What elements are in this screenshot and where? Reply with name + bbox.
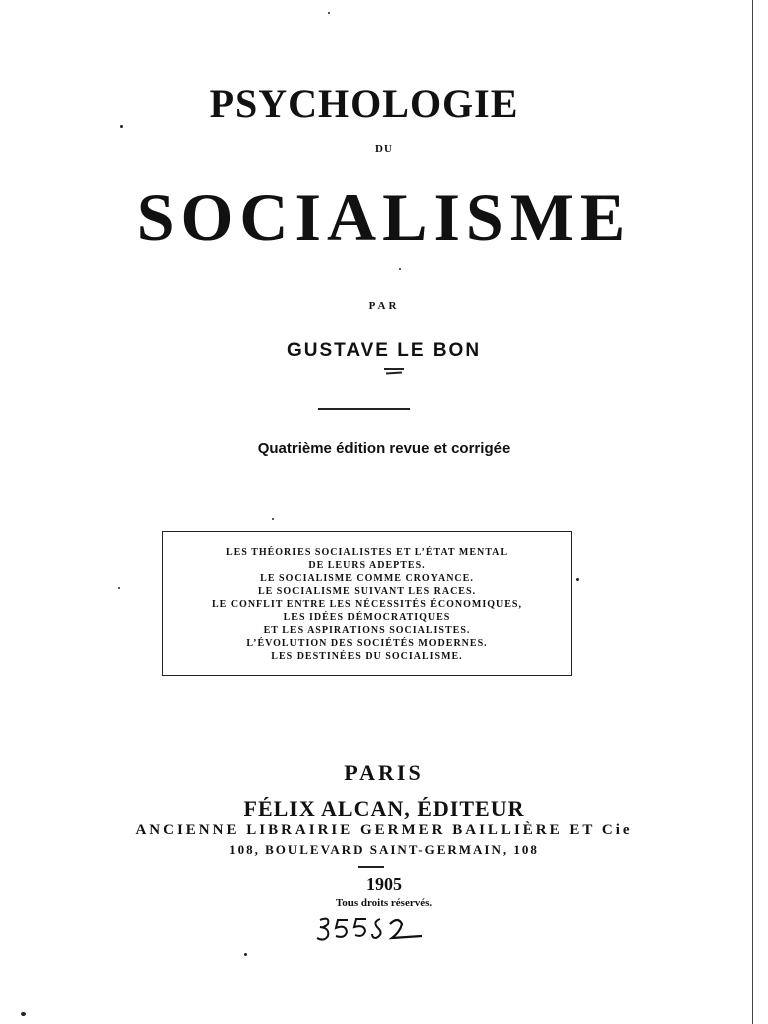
contents-line: LE SOCIALISME SUIVANT LES RACES.	[257, 586, 477, 597]
imprint-rule	[358, 866, 384, 868]
print-speck	[21, 1012, 26, 1016]
contents-box	[162, 531, 572, 676]
imprint-publisher: FÉLIX ALCAN, ÉDITEUR	[243, 796, 525, 821]
author-name: GUSTAVE LE BON	[286, 340, 482, 361]
print-speck	[399, 268, 401, 270]
imprint-year: 1905	[366, 874, 402, 894]
print-speck	[120, 125, 123, 128]
imprint-address: 108, BOULEVARD SAINT-GERMAIN, 108	[229, 842, 539, 857]
print-speck	[244, 953, 247, 956]
imprint-rights: Tous droits réservés.	[335, 897, 433, 909]
contents-line: LES DESTINÉES DU SOCIALISME.	[271, 651, 463, 662]
contents-line: LES THÉORIES SOCIALISTES ET L’ÉTAT MENTAL	[225, 547, 509, 558]
print-speck	[328, 12, 330, 14]
contents-line: LES IDÉES DÉMOCRATIQUES	[283, 612, 451, 623]
author-underline-mark	[384, 368, 404, 374]
print-speck	[118, 587, 120, 589]
contents-line: LE CONFLIT ENTRE LES NÉCESSITÉS ÉCONOMIQUES,	[211, 599, 522, 610]
title-line-socialisme: SOCIALISME	[136, 179, 632, 255]
print-speck	[576, 578, 579, 581]
contents-line: ET LES ASPIRATIONS SOCIALISTES.	[263, 625, 471, 636]
divider-rule	[318, 408, 410, 410]
print-speck	[272, 518, 274, 520]
title-line-du: DU	[375, 143, 393, 155]
imprint-library: ANCIENNE LIBRAIRIE GERMER BAILLIÈRE ET Cie	[135, 822, 633, 838]
edition-statement: Quatrième édition revue et corrigée	[257, 440, 511, 457]
handwritten-shelfmark	[314, 914, 424, 944]
contents-line: L’ÉVOLUTION DES SOCIÉTÉS MODERNES.	[246, 638, 488, 649]
contents-line: LE SOCIALISME COMME CROYANCE.	[260, 573, 474, 584]
contents-line: DE LEURS ADEPTES.	[308, 560, 426, 571]
byline-par: PAR	[368, 300, 400, 312]
title-line-psychologie: PSYCHOLOGIE	[209, 81, 519, 126]
imprint-city: PARIS	[344, 760, 424, 785]
